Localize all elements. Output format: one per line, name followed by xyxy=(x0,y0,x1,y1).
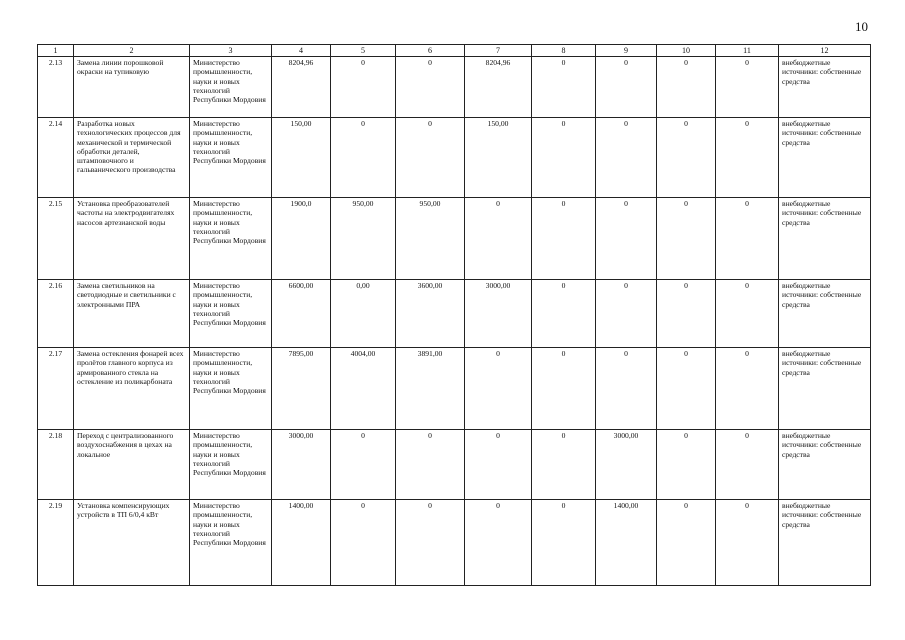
table-row xyxy=(38,280,871,348)
value-cell: 0,00 xyxy=(331,280,396,348)
row-number: 2.16 xyxy=(38,280,74,348)
row-number: 2.19 xyxy=(38,500,74,586)
value-cell: 3600,00 xyxy=(396,280,465,348)
value-cell: 0 xyxy=(532,57,596,118)
column-number: 6 xyxy=(396,45,465,57)
value-cell: 0 xyxy=(596,280,657,348)
value-cell: 950,00 xyxy=(331,198,396,280)
value-cell: 0 xyxy=(657,118,716,198)
value-cell: 0 xyxy=(657,280,716,348)
value-cell: 0 xyxy=(657,57,716,118)
value-cell: 0 xyxy=(596,57,657,118)
funding-source: внебюджетные источники: собственные средства xyxy=(779,430,871,500)
column-number: 11 xyxy=(716,45,779,57)
funding-source: внебюджетные источники: собственные средства xyxy=(779,348,871,430)
funding-source: внебюджетные источники: собственные средства xyxy=(779,280,871,348)
value-cell: 0 xyxy=(716,57,779,118)
column-number: 2 xyxy=(74,45,190,57)
value-cell: 0 xyxy=(532,198,596,280)
column-numbers-row xyxy=(38,45,871,57)
table-row xyxy=(38,118,871,198)
value-cell: 1400,00 xyxy=(596,500,657,586)
value-cell: 0 xyxy=(596,118,657,198)
column-number: 9 xyxy=(596,45,657,57)
value-cell: 0 xyxy=(331,118,396,198)
value-cell: 3000,00 xyxy=(272,430,331,500)
value-cell: 0 xyxy=(596,198,657,280)
measure-name: Замена остекления фонарей всех пролётов главного корпуса из армированного стекла на остекление из поликарбоната xyxy=(74,348,190,430)
row-number: 2.13 xyxy=(38,57,74,118)
table-row xyxy=(38,57,871,118)
measure-name: Установка компенсирующих устройств в ТП 6/0,4 кВт xyxy=(74,500,190,586)
column-number: 4 xyxy=(272,45,331,57)
table-row xyxy=(38,198,871,280)
value-cell: 0 xyxy=(396,57,465,118)
value-cell: 3000,00 xyxy=(596,430,657,500)
value-cell: 1900,0 xyxy=(272,198,331,280)
value-cell: 0 xyxy=(532,430,596,500)
value-cell: 8204,96 xyxy=(465,57,532,118)
measure-name: Замена светильников на светодиодные и светильники с электронными ПРА xyxy=(74,280,190,348)
value-cell: 4004,00 xyxy=(331,348,396,430)
funding-source: внебюджетные источники: собственные средства xyxy=(779,118,871,198)
value-cell: 3000,00 xyxy=(465,280,532,348)
program-table xyxy=(37,44,871,586)
table-row xyxy=(38,348,871,430)
value-cell: 150,00 xyxy=(465,118,532,198)
value-cell: 6600,00 xyxy=(272,280,331,348)
measure-name: Замена линии порошковой окраски на тупиковую xyxy=(74,57,190,118)
executor: Министерство промышленности, науки и новых технологий Республики Мордовия xyxy=(190,280,272,348)
value-cell: 0 xyxy=(657,430,716,500)
column-number: 1 xyxy=(38,45,74,57)
value-cell: 0 xyxy=(396,430,465,500)
value-cell: 150,00 xyxy=(272,118,331,198)
row-number: 2.18 xyxy=(38,430,74,500)
value-cell: 0 xyxy=(532,118,596,198)
value-cell: 0 xyxy=(396,500,465,586)
measure-name: Переход с централизованного воздухоснабжения в цехах на локальное xyxy=(74,430,190,500)
value-cell: 1400,00 xyxy=(272,500,331,586)
executor: Министерство промышленности, науки и новых технологий Республики Мордовия xyxy=(190,198,272,280)
executor: Министерство промышленности, науки и новых технологий Республики Мордовия xyxy=(190,430,272,500)
value-cell: 0 xyxy=(465,500,532,586)
value-cell: 0 xyxy=(657,348,716,430)
value-cell: 0 xyxy=(465,348,532,430)
value-cell: 0 xyxy=(716,500,779,586)
executor: Министерство промышленности, науки и новых технологий Республики Мордовия xyxy=(190,500,272,586)
column-number: 3 xyxy=(190,45,272,57)
funding-source: внебюджетные источники: собственные средства xyxy=(779,500,871,586)
executor: Министерство промышленности, науки и новых технологий Республики Мордовия xyxy=(190,57,272,118)
column-number: 7 xyxy=(465,45,532,57)
value-cell: 0 xyxy=(331,500,396,586)
value-cell: 7895,00 xyxy=(272,348,331,430)
row-number: 2.15 xyxy=(38,198,74,280)
row-number: 2.14 xyxy=(38,118,74,198)
executor: Министерство промышленности, науки и новых технологий Республики Мордовия xyxy=(190,348,272,430)
value-cell: 0 xyxy=(532,500,596,586)
funding-source: внебюджетные источники: собственные средства xyxy=(779,57,871,118)
value-cell: 0 xyxy=(331,430,396,500)
table-row xyxy=(38,430,871,500)
value-cell: 8204,96 xyxy=(272,57,331,118)
value-cell: 950,00 xyxy=(396,198,465,280)
value-cell: 3891,00 xyxy=(396,348,465,430)
measure-name: Установка преобразователей частоты на электродвигателях насосов артезианской воды xyxy=(74,198,190,280)
page-number: 10 xyxy=(855,19,868,34)
column-number: 12 xyxy=(779,45,871,57)
executor: Министерство промышленности, науки и новых технологий Республики Мордовия xyxy=(190,118,272,198)
value-cell: 0 xyxy=(716,118,779,198)
column-number: 8 xyxy=(532,45,596,57)
value-cell: 0 xyxy=(532,280,596,348)
value-cell: 0 xyxy=(396,118,465,198)
value-cell: 0 xyxy=(716,198,779,280)
funding-source: внебюджетные источники: собственные средства xyxy=(779,198,871,280)
value-cell: 0 xyxy=(716,348,779,430)
table-row xyxy=(38,500,871,586)
value-cell: 0 xyxy=(657,198,716,280)
value-cell: 0 xyxy=(716,280,779,348)
value-cell: 0 xyxy=(657,500,716,586)
row-number: 2.17 xyxy=(38,348,74,430)
measure-name: Разработка новых технологических процессов для механической и термической обработки деталей, штамповочного и гальванического производства xyxy=(74,118,190,198)
value-cell: 0 xyxy=(716,430,779,500)
value-cell: 0 xyxy=(465,430,532,500)
value-cell: 0 xyxy=(465,198,532,280)
value-cell: 0 xyxy=(596,348,657,430)
value-cell: 0 xyxy=(331,57,396,118)
column-number: 5 xyxy=(331,45,396,57)
column-number: 10 xyxy=(657,45,716,57)
value-cell: 0 xyxy=(532,348,596,430)
